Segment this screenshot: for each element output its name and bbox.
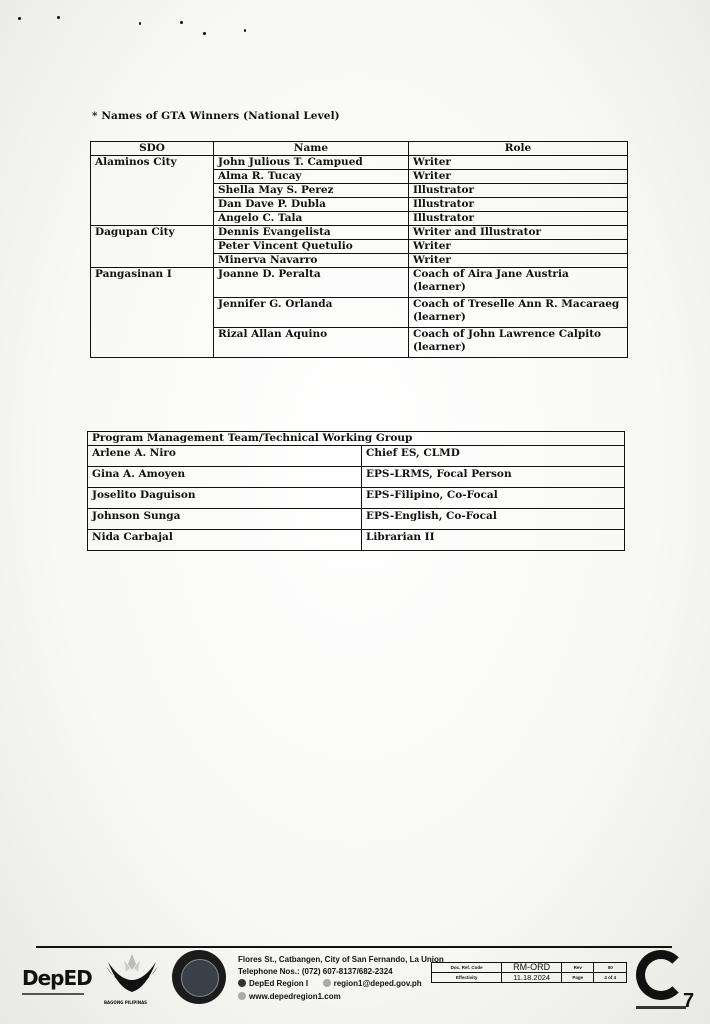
name-cell: Peter Vincent Quetulio xyxy=(214,240,409,254)
member-name-cell: Gina A. Amoyen xyxy=(88,467,362,488)
page-value: 4 of 4 xyxy=(594,973,627,983)
email-link[interactable]: region1@deped.gov.ph xyxy=(333,979,422,988)
globe-icon xyxy=(238,992,246,1000)
website-link[interactable]: www.depedregion1.com xyxy=(249,992,341,1001)
table-row xyxy=(91,226,628,240)
table-row xyxy=(88,488,625,509)
member-name-cell: Johnson Sunga xyxy=(88,509,362,530)
table-row xyxy=(432,963,627,973)
program-management-team-table xyxy=(87,431,625,551)
table-row xyxy=(88,446,625,467)
role-cell: Writer xyxy=(409,254,628,268)
role-cell: Writer xyxy=(409,170,628,184)
facebook-icon xyxy=(238,979,246,987)
scan-speck xyxy=(18,17,21,20)
footer-telephone: Telephone Nos.: (072) 607-8137/682-2324 xyxy=(238,967,393,976)
header-role: Role xyxy=(409,142,628,156)
name-cell: Minerva Navarro xyxy=(214,254,409,268)
document-reference-table xyxy=(431,962,627,983)
scan-speck xyxy=(57,16,60,19)
bagong-pilipinas-text: BAGONG PILIPINAS xyxy=(104,1000,148,1005)
section-title: * Names of GTA Winners (National Level) xyxy=(92,110,340,122)
rev-value: 00 xyxy=(594,963,627,973)
name-cell: Joanne D. Peralta xyxy=(214,268,409,298)
role-cell: Writer and Illustrator xyxy=(409,226,628,240)
member-position-cell: Chief ES, CLMD xyxy=(362,446,625,467)
iso-ring-icon xyxy=(636,950,686,1000)
table-row xyxy=(88,467,625,488)
role-cell: Illustrator xyxy=(409,198,628,212)
iso-certification-logo xyxy=(636,950,680,994)
name-cell: Rizal Allan Aquino xyxy=(214,328,409,358)
member-position-cell: Librarian II xyxy=(362,530,625,551)
table-row xyxy=(88,530,625,551)
page-label: Page xyxy=(561,973,594,983)
effectivity-value: 11.18.2024 xyxy=(502,973,562,983)
bagong-pilipinas-emblem-icon xyxy=(102,952,162,998)
role-cell: Illustrator xyxy=(409,184,628,198)
deped-logo-text: DepED xyxy=(22,966,92,990)
doc-ref-label: Doc. Ref. Code xyxy=(432,963,502,973)
name-cell: Shella May S. Perez xyxy=(214,184,409,198)
pmt-header: Program Management Team/Technical Working Group xyxy=(88,432,625,446)
scan-speck xyxy=(244,29,246,32)
name-cell: Alma R. Tucay xyxy=(214,170,409,184)
member-position-cell: EPS-English, Co-Focal xyxy=(362,509,625,530)
role-cell: Writer xyxy=(409,156,628,170)
deped-region-seal xyxy=(172,950,226,1004)
scan-speck xyxy=(203,32,206,35)
name-cell: Dennis Evangelista xyxy=(214,226,409,240)
header-sdo: SDO xyxy=(91,142,214,156)
member-position-cell: EPS-LRMS, Focal Person xyxy=(362,467,625,488)
rev-label: Rev xyxy=(561,963,594,973)
role-cell: Illustrator xyxy=(409,212,628,226)
member-name-cell: Arlene A. Niro xyxy=(88,446,362,467)
member-position-cell: EPS-Filipino, Co-Focal xyxy=(362,488,625,509)
footer-website xyxy=(238,991,341,1002)
table-row xyxy=(432,973,627,983)
iso-caption xyxy=(636,1006,686,1009)
facebook-link[interactable]: DepEd Region I xyxy=(249,979,309,988)
name-cell: John Julious T. Campued xyxy=(214,156,409,170)
effectivity-label: Effectivity xyxy=(432,973,502,983)
role-cell: Writer xyxy=(409,240,628,254)
name-cell: Dan Dave P. Dubla xyxy=(214,198,409,212)
sdo-cell: Pangasinan I xyxy=(91,268,214,358)
seal-center-icon xyxy=(181,959,219,997)
footer-social xyxy=(238,978,422,989)
name-cell: Angelo C. Tala xyxy=(214,212,409,226)
sdo-cell: Dagupan City xyxy=(91,226,214,268)
deped-logo xyxy=(20,966,92,1000)
member-name-cell: Nida Carbajal xyxy=(88,530,362,551)
role-cell: Coach of Treselle Ann R. Macaraeg (learner) xyxy=(409,298,628,328)
table-row xyxy=(91,268,628,298)
sdo-cell: Alaminos City xyxy=(91,156,214,226)
footer-address: Flores St., Catbangen, City of San Fernando, La Union xyxy=(238,955,444,964)
bagong-pilipinas-logo xyxy=(102,952,162,1008)
scan-speck xyxy=(180,21,183,24)
role-cell: Coach of Aira Jane Austria (learner) xyxy=(409,268,628,298)
footer-divider xyxy=(36,946,672,948)
role-cell: Coach of John Lawrence Calpito (learner) xyxy=(409,328,628,358)
doc-ref-value: RM-ORD xyxy=(502,963,562,973)
page-number: 7 xyxy=(683,990,695,1012)
deped-logo-tagline xyxy=(22,993,84,995)
table-header-row xyxy=(88,432,625,446)
scan-speck xyxy=(139,22,141,25)
header-name: Name xyxy=(214,142,409,156)
member-name-cell: Joselito Daguison xyxy=(88,488,362,509)
email-icon xyxy=(323,979,331,987)
table-row xyxy=(88,509,625,530)
table-header-row xyxy=(91,142,628,156)
name-cell: Jennifer G. Orlanda xyxy=(214,298,409,328)
gta-winners-table xyxy=(90,141,628,358)
table-row xyxy=(91,156,628,170)
